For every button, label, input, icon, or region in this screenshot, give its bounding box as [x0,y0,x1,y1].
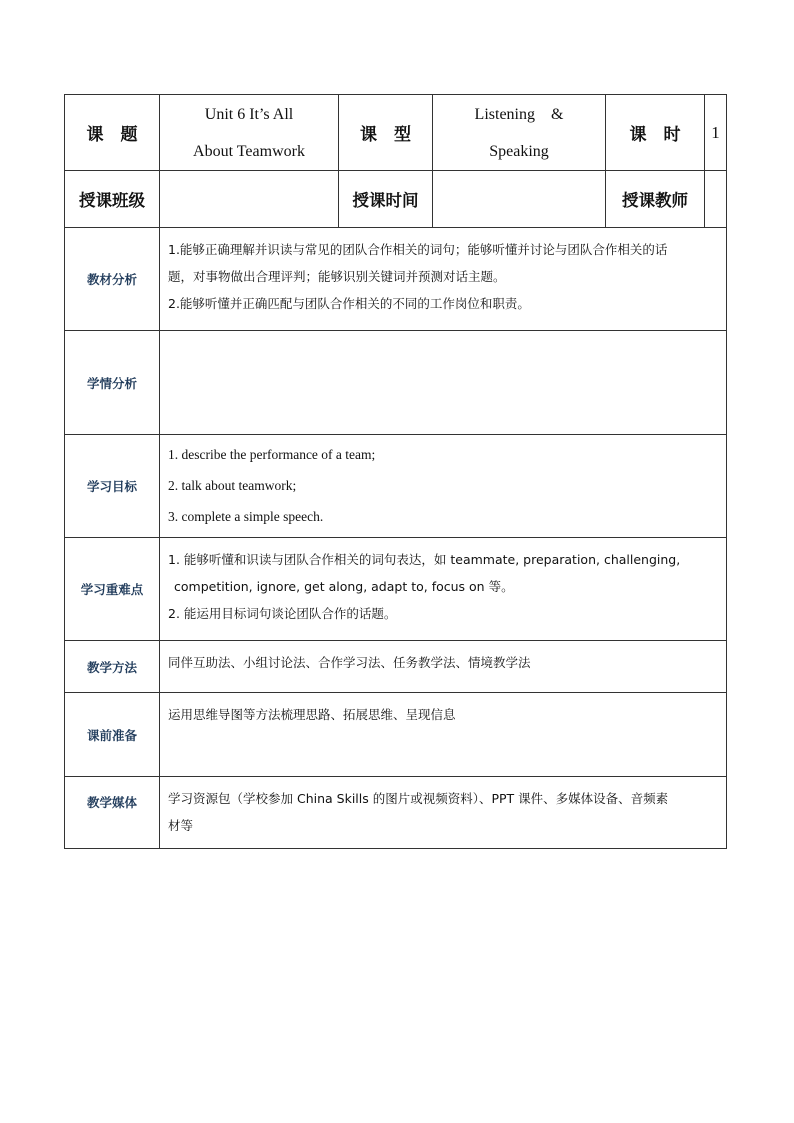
key-point-line-3: 2. 能运用目标词句谈论团队合作的话题。 [168,606,397,621]
methods-line-1: 同伴互助法、小组讨论法、合作学习法、任务教学法、情境教学法 [168,655,531,670]
type-label: 课 型 [339,95,433,171]
methods-content [160,641,727,693]
students-content [160,331,727,435]
media-line-1: 学习资源包（学校参加 China Skills 的图片或视频资料）、PPT 课件、多媒体设备、音频素 [168,791,669,806]
preparation-label: 课前准备 [65,693,160,777]
topic-value-line2: About Teamwork [193,142,305,160]
media-content [160,777,727,849]
key-points-content [160,538,727,641]
teacher-label: 授课教师 [606,171,705,228]
lesson-plan-table [64,94,727,849]
header-row-class [65,171,727,228]
type-value [433,95,606,171]
key-point-line-1: 1. 能够听懂和识读与团队合作相关的词句表达，如 teammate, preparation, challenging, [168,552,681,567]
preparation-line-1: 运用思维导图等方法梳理思路、拓展思维、呈现信息 [168,707,456,722]
objective-2: 2. talk about teamwork; [168,478,297,493]
material-line-1: 1.能够正确理解并识读与常见的团队合作相关的词句；能够听懂并讨论与团队合作相关的话 [168,242,668,257]
students-label: 学情分析 [65,331,160,435]
time-value [433,171,606,228]
period-label: 课 时 [606,95,705,171]
row-preparation [65,693,727,777]
material-line-2: 题，对事物做出合理评判；能够识别关键词并预测对话主题。 [168,269,506,284]
class-value [160,171,339,228]
topic-value [160,95,339,171]
preparation-content [160,693,727,777]
key-points-label: 学习重难点 [65,538,160,641]
class-label: 授课班级 [65,171,160,228]
objectives-label: 学习目标 [65,435,160,538]
row-media [65,777,727,849]
row-students [65,331,727,435]
material-content [160,228,727,331]
media-label: 教学媒体 [65,777,160,849]
media-line-2: 材等 [168,818,194,833]
key-point-line-2: competition, ignore, get along, adapt to, focus on 等。 [174,579,514,594]
objective-1: 1. describe the performance of a team; [168,447,376,462]
objective-3: 3. complete a simple speech. [168,509,324,524]
material-line-3: 2.能够听懂并正确匹配与团队合作相关的不同的工作岗位和职责。 [168,296,530,311]
objectives-content [160,435,727,538]
material-label: 教材分析 [65,228,160,331]
methods-label: 教学方法 [65,641,160,693]
topic-value-line1: Unit 6 It’s All [204,105,294,123]
teacher-value [705,171,727,228]
type-value-line1: Listening & [474,105,564,123]
row-objectives [65,435,727,538]
type-value-line2: Speaking [489,142,549,160]
time-label: 授课时间 [339,171,433,228]
row-material [65,228,727,331]
row-key-points [65,538,727,641]
header-row-topic [65,95,727,171]
row-methods [65,641,727,693]
period-value: 1 [705,95,727,171]
topic-label: 课 题 [65,95,160,171]
